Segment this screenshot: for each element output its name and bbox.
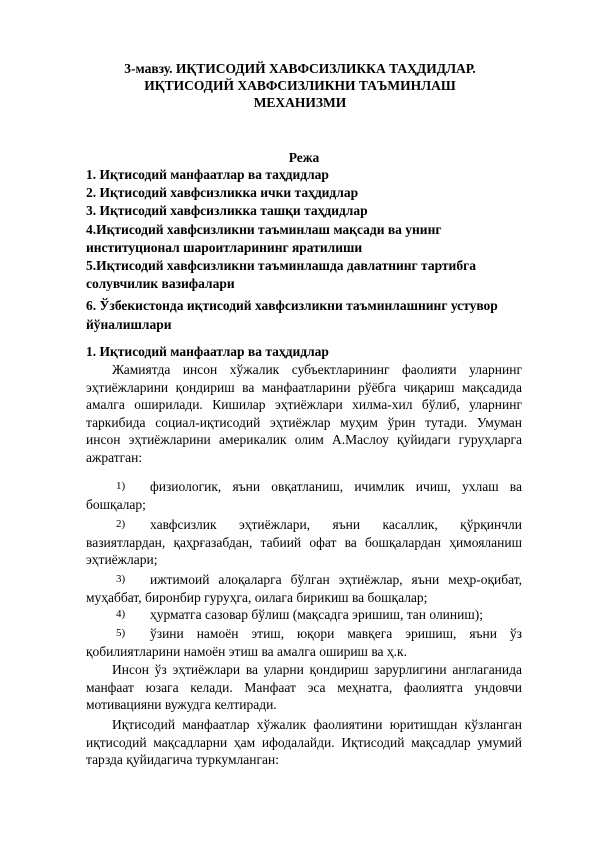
list-number: 2): [116, 518, 126, 530]
title-line-2: ИҚТИСОДИЙ ХАВФСИЗЛИКНИ ТАЪМИНЛАШ: [144, 78, 456, 93]
list-number: 5): [116, 627, 126, 639]
list-text: ижтимоий алоқаларга бўлган эҳтиёжлар, яъни меҳр-оқибат, муҳаббат, биронбир гуруҳга, оилага бирикиш ва бошқалар;: [86, 572, 522, 605]
list-text: ҳурматга сазовар бўлиш (мақсадга эришиш, тан олиниш);: [150, 607, 483, 622]
paragraph-1: Жамиятда инсон хўжалик субъектларининг фаолияти уларнинг эҳтиёжларини қондириш ва манфаатларини рўёбга чиқариш мақсадида амалга оширилади. Кишилар эҳтиёжлари хилма-хил бўлиб, уларнинг таркибида социал-иқтисодий эҳтиёжлар муҳим ўрин тутади. Умуман инсон эҳтиёжларини америкалик олим А.Маслоу қуйидаги гуруҳларга ажратган:: [86, 362, 522, 465]
plan-item: 2. Иқтисодий хавфсизликка ички таҳдидлар: [86, 185, 359, 201]
plan-item: 3. Иқтисодий хавфсизликка ташқи таҳдидлар: [86, 203, 368, 219]
section-heading: 1. Иқтисодий манфаатлар ва таҳдидлар: [86, 344, 329, 359]
title-line-3: МЕХАНИЗМИ: [253, 95, 347, 110]
list-item: [86, 478, 522, 513]
plan-heading: Режа: [288, 150, 320, 165]
list-number: 3): [116, 573, 126, 585]
list-item: [86, 606, 522, 624]
title-line-1: 3-мавзу. ИҚТИСОДИЙ ХАВФСИЗЛИККА ТАҲДИДЛАР.: [124, 61, 476, 76]
paragraph-3: Иқтисодий манфаатлар хўжалик фаолиятини юритишдан кўзланган иқтисодий мақсадларни ҳам ифодалайди. Иқтисодий мақсадлар умумий тарзда қуйидагича туркумланган:: [86, 717, 522, 768]
paragraph-2: Инсон ўз эҳтиёжлари ва уларни қондириш зарурлигини англаганида манфаат юзага келади. Манфаат эса меҳнатга, фаолиятга ундовчи мотивацияни вужудга келтиради.: [86, 662, 522, 713]
list-text: ўзини намоён этиш, юқори мавқега эришиш, яъни ўз қобилиятларини намоён этиш ва амалга ошириш ва ҳ.к.: [86, 626, 522, 659]
plan-item: 4.Иқтисодий хавфсизликни таъминлаш мақсади ва унинг институционал шароитларининг яратилиши: [86, 221, 442, 255]
page-title: [80, 60, 520, 111]
list-item: [86, 571, 522, 606]
list-item: [86, 625, 522, 660]
plan-item: 6. Ўзбекистонда иқтисодий хавфсизликни таъминлашнинг устувор йўналишлари: [86, 298, 498, 332]
plan-item: 5.Иқтисодий хавфсизликни таъминлашда давлатнинг тартибга солувчилик вазифалари: [86, 258, 476, 292]
list-number: 4): [116, 608, 126, 620]
plan-item: 1. Иқтисодий манфаатлар ва таҳдидлар: [86, 167, 329, 182]
list-number: 1): [116, 480, 126, 492]
list-item: [86, 516, 522, 569]
list-text: физиологик, яъни овқатланиш, ичимлик ичиш, ухлаш ва бошқалар;: [86, 479, 522, 512]
list-text: хавфсизлик эҳтиёжлари, яъни касаллик, қўрқинчли вазиятлардан, қаҳрғазабдан, табиий офат ва бошқалардан ҳимояланиш эҳтиёжлари;: [86, 517, 522, 568]
plan-list: [86, 166, 526, 334]
